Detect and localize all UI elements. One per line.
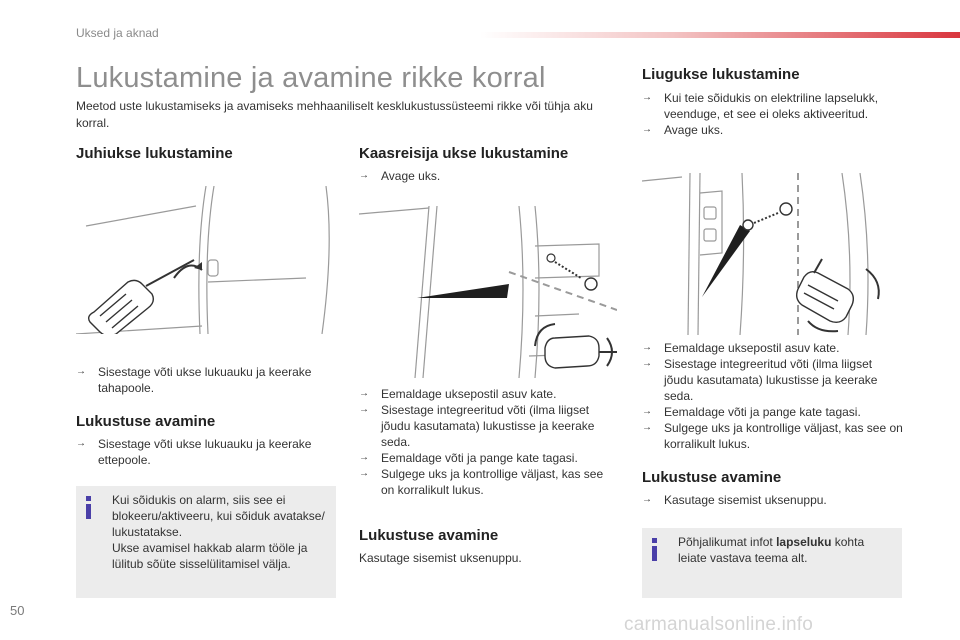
bullet-item: → Eemaldage võti ja pange kate tagasi. — [359, 450, 614, 466]
note-text-bold: lapseluku — [776, 535, 832, 549]
note-line: Kui sõidukis on alarm, siis see ei blokeeru/aktiveeru, kui sõiduk avatakse/ lukustatakse. — [112, 493, 325, 539]
heading-passenger-door-locking: Kaasreisija ukse lukustamine — [359, 145, 569, 162]
driver-door-unlocking-steps — [76, 436, 326, 468]
bullet-item: → Eemaldage uksepostil asuv kate. — [642, 340, 904, 356]
bullet-item: → Avage uks. — [642, 122, 904, 138]
passenger-door-key-illustration — [359, 206, 617, 378]
bullet-item: → Eemaldage uksepostil asuv kate. — [359, 386, 614, 402]
child-lock-note-box — [642, 528, 902, 598]
bullet-item: → Sisestage integreeritud võti (ilma liigset jõudu kasutamata) lukustisse ja keerake seda. — [642, 356, 904, 404]
driver-door-locking-steps — [76, 364, 326, 396]
driver-door-key-illustration — [76, 186, 336, 334]
bullet-item: → Eemaldage võti ja pange kate tagasi. — [642, 404, 904, 420]
bullet-item: → Kui teie sõidukis on elektriline lapselukk, veenduge, et see ei oleks aktiveeritud. — [642, 90, 904, 122]
page-title: Lukustamine ja avamine rikke korral — [76, 62, 546, 94]
sliding-door-unlocking-steps — [642, 492, 904, 508]
bullet-item: → Sisestage võti ukse lukuauku ja keerake ettepoole. — [76, 436, 326, 468]
section-label: Uksed ja aknad — [76, 26, 159, 40]
bullet-item: → Sulgege uks ja kontrollige väljast, kas see on korralikult lukus. — [642, 420, 904, 452]
bullet-item: → Avage uks. — [359, 168, 614, 184]
sliding-door-locking-steps — [642, 340, 904, 452]
passenger-door-unlocking-text: Kasutage sisemist uksenuppu. — [359, 551, 522, 565]
bullet-item: → Sisestage integreeritud võti (ilma liigset jõudu kasutamata) lukustisse ja keerake seda. — [359, 402, 614, 450]
watermark: carmanualsonline.info — [624, 614, 814, 635]
heading-driver-door-locking: Juhiukse lukustamine — [76, 145, 233, 162]
sliding-door-prep-steps — [642, 90, 904, 138]
note-line: Ukse avamisel hakkab alarm tööle ja lülitub sõüte sisselülitamisel välja. — [112, 541, 308, 571]
bullet-item: → Sisestage võti ukse lukuauku ja keerake tahapoole. — [76, 364, 326, 396]
alarm-note-text — [112, 492, 330, 572]
bullet-item: → Kasutage sisemist uksenuppu. — [642, 492, 904, 508]
page-number: 50 — [10, 603, 25, 618]
bullet-item: → Sulgege uks ja kontrollige väljast, kas see on korralikult lukus. — [359, 466, 614, 498]
note-text-after: kohta leiate vastava teema alt. — [678, 535, 865, 565]
heading-passenger-door-unlocking: Lukustuse avamine — [359, 527, 499, 544]
sliding-door-key-illustration — [642, 173, 902, 335]
header-accent-bar — [480, 32, 960, 38]
heading-sliding-door-locking: Liugukse lukustamine — [642, 66, 800, 83]
heading-driver-door-unlocking: Lukustuse avamine — [76, 413, 216, 430]
heading-sliding-door-unlocking: Lukustuse avamine — [642, 469, 782, 486]
passenger-door-locking-steps — [359, 386, 614, 498]
alarm-note-box — [76, 486, 336, 598]
note-text-before: Põhjalikumat infot — [678, 535, 777, 549]
passenger-door-open-step — [359, 168, 614, 184]
intro-text: Meetod uste lukustamiseks ja avamiseks mehhaaniliselt kesklukustussüsteemi rikke või tühja aku korral. — [76, 99, 593, 130]
child-lock-note-text — [678, 534, 896, 566]
info-icon — [652, 538, 657, 561]
info-icon — [86, 496, 91, 519]
